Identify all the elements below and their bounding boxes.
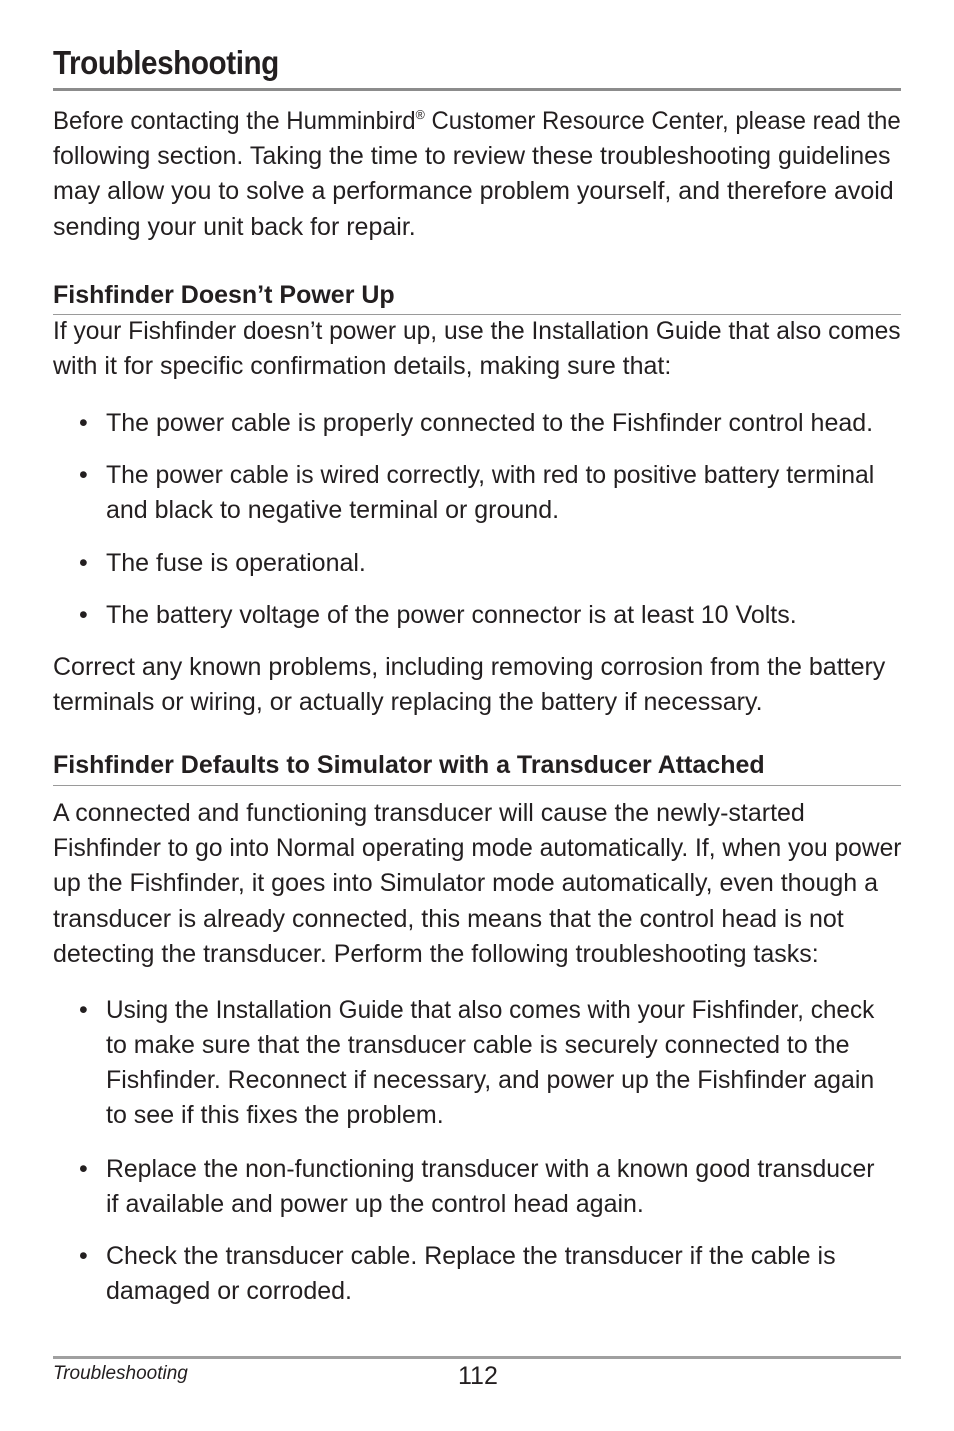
paragraph-line: transducer is already connected, this means that the control head is not [53,904,844,933]
bullet-line: damaged or corroded. [106,1277,352,1305]
bullet-dot: • [79,1242,88,1270]
intro-line: may allow you to solve a performance problem yourself, and therefore avoid [53,177,894,206]
bullet-line: Check the transducer cable. Replace the transducer if the cable is [106,1242,836,1270]
paragraph-line: terminals or wiring, or actually replacing the battery if necessary. [53,688,763,717]
footer-section-label: Troubleshooting [53,1363,188,1384]
title-rule [53,88,901,91]
bullet-dot: • [79,996,88,1024]
bullet-line: if available and power up the control head again. [106,1190,644,1218]
page-number: 112 [458,1362,498,1390]
paragraph-line: A connected and functioning transducer will cause the newly-started [53,799,805,827]
bullet-line: Replace the non-functioning transducer with a known good transducer [106,1155,875,1183]
bullet-line: Using the Installation Guide that also comes with your Fishfinder, check [106,996,875,1024]
registered-mark: ® [415,107,425,122]
bullet-line: The fuse is operational. [106,549,366,577]
section-heading-power: Fishfinder Doesn’t Power Up [53,281,395,309]
paragraph-line: with it for specific confirmation details, making sure that: [53,352,672,381]
section-rule [53,785,901,786]
section-heading-simulator: Fishfinder Defaults to Simulator with a Transducer Attached [53,751,765,779]
paragraph-line: If your Fishfinder doesn’t power up, use the Installation Guide that also comes [53,317,901,345]
paragraph-line: Fishfinder to go into Normal operating mode automatically. If, when you power [53,834,902,863]
paragraph-line: up the Fishfinder, it goes into Simulator mode automatically, even though a [53,869,879,898]
bullet-line: Fishfinder. Reconnect if necessary, and power up the Fishfinder again [106,1066,875,1094]
bullet-line: to make sure that the transducer cable is securely connected to the [106,1031,850,1059]
bullet-line: and black to negative terminal or ground. [106,496,560,524]
bullet-dot: • [79,549,88,577]
bullet-dot: • [79,409,88,437]
intro-line [53,97,901,139]
section2-intro [53,796,901,972]
bullet-line: The power cable is properly connected to the Fishfinder control head. [106,409,874,437]
paragraph-line: detecting the transducer. Perform the following troubleshooting tasks: [53,939,819,968]
intro-line: sending your unit back for repair. [53,212,416,241]
bullet-dot: • [79,1155,88,1183]
bullet-line: to see if this fixes the problem. [106,1101,444,1129]
bullet-dot: • [79,601,88,629]
bullet-line: The power cable is wired correctly, with red to positive battery terminal [106,461,875,489]
page-title: Troubleshooting [53,44,279,81]
intro-line: following section. Taking the time to review these troubleshooting guidelines [53,142,891,171]
intro-line-text: Customer Resource Center, please read the [424,107,901,135]
section1-intro [53,314,901,384]
intro-paragraph [53,97,901,245]
section1-closing [53,650,901,720]
footer-rule [53,1356,901,1359]
intro-line-text: Before contacting the Humminbird [53,107,416,135]
bullet-line: The battery voltage of the power connector is at least 10 Volts. [106,601,797,629]
paragraph-line: Correct any known problems, including removing corrosion from the battery [53,653,886,681]
bullet-dot: • [79,461,88,489]
